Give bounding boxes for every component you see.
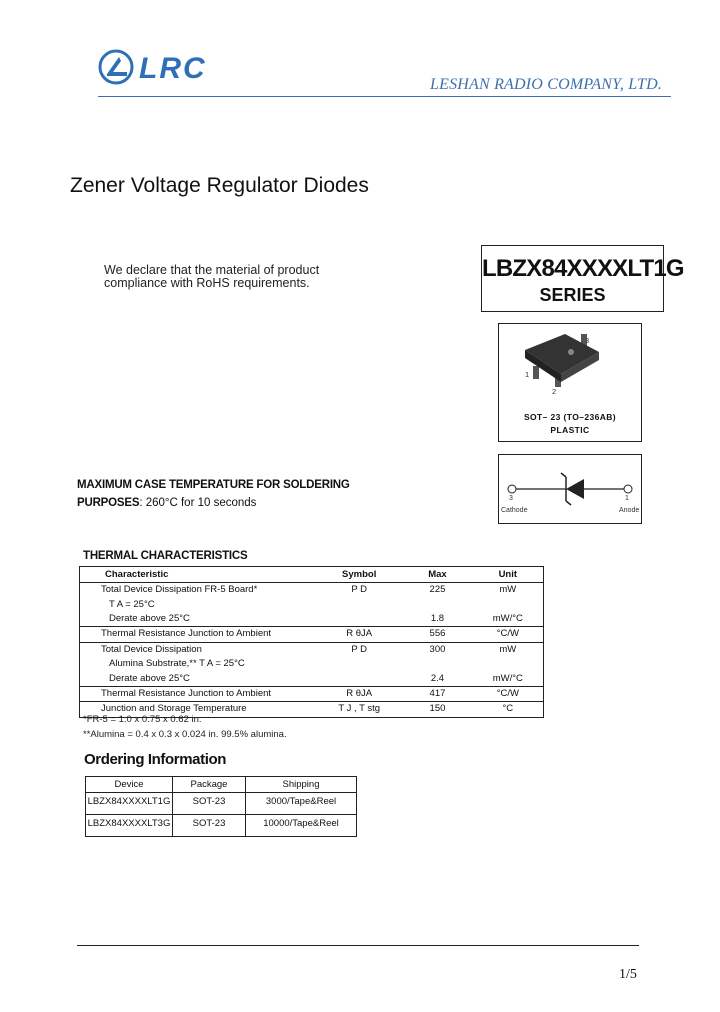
cell: SOT-23: [173, 793, 246, 815]
ordering-heading: Ordering Information: [84, 751, 227, 768]
cell: Junction and Storage Temperature: [101, 703, 247, 715]
cell: P D: [351, 643, 368, 655]
col-characteristic: Characteristic: [80, 567, 317, 583]
cell: [316, 657, 402, 671]
col-symbol: Symbol: [316, 567, 402, 583]
cell: T J , T stg: [338, 703, 381, 715]
pin-2-label: 2: [552, 387, 557, 396]
table-row: [80, 671, 544, 686]
cell: 556: [402, 627, 472, 642]
cell: °C: [502, 703, 514, 715]
rohs-line-1: We declare that the material of product: [104, 263, 320, 277]
cell: 10000/Tape&Reel: [246, 815, 357, 837]
table-row: [80, 627, 544, 642]
series-box: [481, 245, 684, 312]
cell: LBZX84XXXXLT1G: [86, 793, 173, 815]
cell: SOT-23: [173, 815, 246, 837]
sot23-package-icon: [499, 324, 641, 404]
page-title: Zener Voltage Regulator Diodes: [70, 174, 369, 197]
rohs-line-2: compliance with RoHS requirements.: [104, 276, 310, 290]
table-row: [80, 657, 544, 671]
series-part-number: LBZX84XXXXLT1G: [482, 255, 684, 282]
lrc-logo: [97, 48, 221, 88]
cell: 1.8: [402, 612, 472, 627]
table-row: [86, 815, 357, 837]
cell: [316, 671, 402, 686]
cell: 417: [402, 686, 472, 701]
cell: [473, 657, 544, 671]
cathode-pin: 3: [509, 495, 513, 502]
cell: mW/°C: [473, 612, 544, 627]
footnote-fr5: *FR-5 = 1.0 x 0.75 x 0.62 in.: [83, 714, 202, 725]
cell: LBZX84XXXXLT3G: [86, 815, 173, 837]
table-row: [80, 642, 544, 657]
cell: °C/W: [473, 627, 544, 642]
cell: R θJA: [316, 627, 402, 642]
footer-divider: [77, 945, 639, 946]
table-row: [80, 686, 544, 701]
zener-symbol-box: [498, 454, 642, 524]
package-name: SOT– 23 (TO–236AB): [523, 412, 617, 422]
lrc-logo-icon: [97, 48, 137, 88]
anode-pin: 1: [625, 495, 629, 502]
header-divider: [98, 96, 671, 97]
table-header-row: [86, 777, 357, 793]
cell: Total Device Dissipation: [101, 643, 202, 655]
table-row: [80, 597, 544, 611]
cell: [316, 612, 402, 627]
cell: mW: [499, 584, 517, 596]
page-number: 1/5: [619, 967, 637, 982]
company-name: LESHAN RADIO COMPANY, LTD.: [430, 76, 663, 93]
cell: R θJA: [316, 686, 402, 701]
cell: [402, 657, 472, 671]
cell: Thermal Resistance Junction to Ambient: [80, 627, 317, 642]
purposes-value: : 260°C for 10 seconds: [139, 497, 257, 509]
col-package: Package: [173, 777, 246, 793]
cell: 225: [429, 584, 446, 596]
cell: Total Device Dissipation FR-5 Board*: [101, 584, 258, 596]
cell: °C/W: [473, 686, 544, 701]
col-max: Max: [402, 567, 472, 583]
col-shipping: Shipping: [246, 777, 357, 793]
col-unit: Unit: [473, 567, 544, 583]
cell: P D: [351, 584, 368, 596]
soldering-note: [77, 476, 350, 512]
ordering-table: [85, 776, 357, 837]
cell: 3000/Tape&Reel: [246, 793, 357, 815]
cathode-label: Cathode: [501, 507, 528, 514]
rohs-declaration: [104, 264, 319, 290]
cell: [316, 597, 402, 611]
anode-label: Anode: [619, 507, 640, 514]
thermal-table: [79, 566, 544, 718]
col-device: Device: [86, 777, 173, 793]
cell: Alumina Substrate,** T A = 25°C: [109, 658, 245, 670]
series-label: SERIES: [539, 285, 606, 305]
cell: Derate above 25°C: [80, 671, 317, 686]
table-header-row: [80, 567, 544, 583]
cell: Thermal Resistance Junction to Ambient: [80, 686, 317, 701]
cell: [402, 597, 472, 611]
package-type: PLASTIC: [550, 425, 590, 435]
pin-3-label: 3: [585, 336, 590, 345]
footnote-alumina: **Alumina = 0.4 x 0.3 x 0.024 in. 99.5% alumina.: [83, 729, 287, 740]
package-box: [498, 323, 642, 442]
table-row: [80, 583, 544, 598]
thermal-heading: THERMAL CHARACTERISTICS: [83, 550, 248, 562]
pin-1-label: 1: [525, 370, 530, 379]
cell: [473, 597, 544, 611]
purposes-label: PURPOSES: [77, 497, 140, 509]
cell: T A = 25°C: [109, 598, 155, 610]
cell: 300: [429, 643, 446, 655]
table-row: [80, 612, 544, 627]
cell: 150: [429, 703, 446, 715]
soldering-line-1: MAXIMUM CASE TEMPERATURE FOR SOLDERING: [77, 479, 350, 491]
cell: 2.4: [402, 671, 472, 686]
cell: Derate above 25°C: [80, 612, 317, 627]
cell: mW/°C: [473, 671, 544, 686]
cell: mW: [499, 643, 517, 655]
logo-text: LRC: [139, 52, 207, 85]
table-row: [86, 793, 357, 815]
